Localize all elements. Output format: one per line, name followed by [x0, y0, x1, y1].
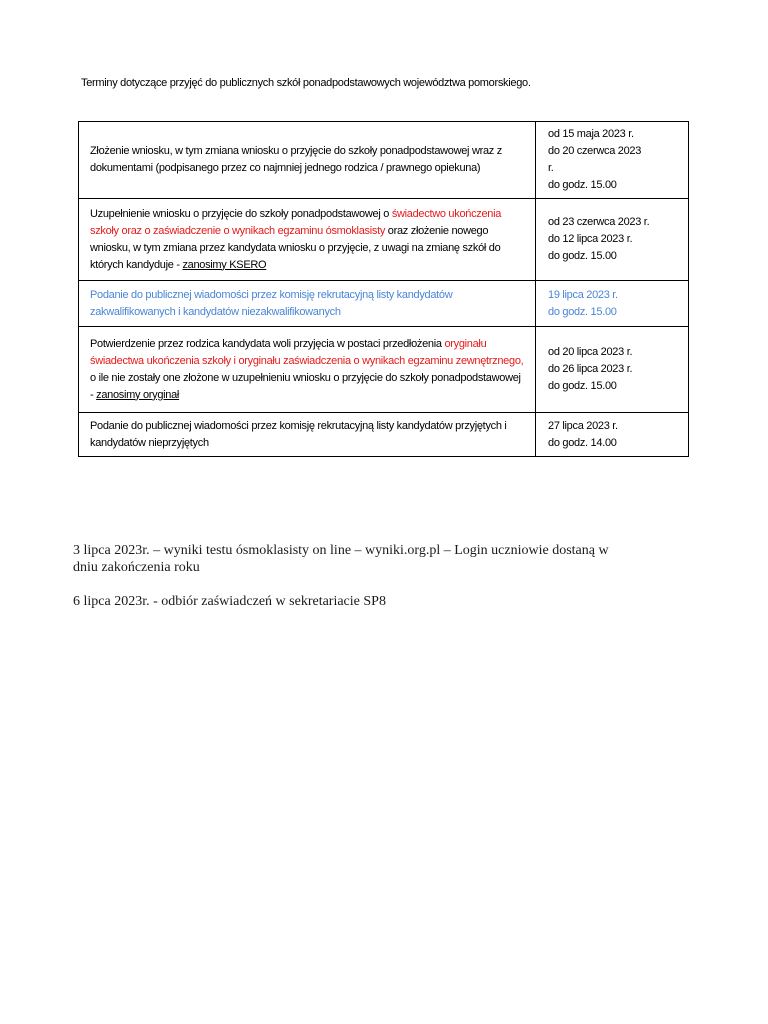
date-line: od 15 maja 2023 r.	[548, 128, 634, 140]
admission-schedule-table	[78, 121, 689, 457]
note-line: 3 lipca 2023r. – wyniki testu ósmoklasisty on line – wyniki.org.pl – Login uczniowie dostaną w	[73, 543, 609, 558]
row-dates	[536, 199, 689, 281]
row-dates	[536, 413, 689, 457]
row-description	[79, 327, 536, 413]
row-description	[79, 199, 536, 281]
date-line: do godz. 15.00	[548, 250, 617, 262]
description-line: wniosku, w tym zmiana przez kandydata wniosku o przyjęcie, z uwagi na zmianę szkół do	[90, 241, 501, 254]
highlighted-text: świadectwa ukończenia szkoły i oryginału zaświadczenia o wynikach egzaminu zewnętrznego,	[90, 354, 524, 367]
description-line: o ile nie zostały one złożone w uzupełnieniu wniosku o przyjęcie do szkoły ponadpodstawowej	[90, 371, 521, 384]
date-line: 27 lipca 2023 r.	[548, 419, 618, 432]
description-line	[90, 336, 527, 353]
description-text: Uzupełnienie wniosku o przyjęcie do szkoły ponadpodstawowej o	[90, 207, 392, 220]
row-description	[79, 281, 536, 327]
date-line: do 20 czerwca 2023	[548, 145, 642, 157]
row-dates	[536, 327, 689, 413]
note-line: dniu zakończenia roku	[73, 560, 200, 575]
highlighted-text: oryginału	[444, 337, 487, 350]
description-line: Złożenie wniosku, w tym zmiana wniosku o przyjęcie do szkoły ponadpodstawowej wraz z	[90, 145, 502, 157]
row-description	[79, 122, 536, 199]
table-row	[79, 413, 689, 457]
note-certificates	[73, 593, 693, 610]
note-line: 6 lipca 2023r. - odbiór zaświadczeń w sekretariacie SP8	[73, 594, 386, 609]
underlined-note: zanosimy oryginał	[96, 388, 180, 401]
highlighted-text: szkoły oraz o zaświadczenie o wynikach egzaminu ósmoklasisty	[90, 224, 386, 237]
row-description	[79, 413, 536, 457]
description-text: -	[90, 388, 97, 401]
description-line: Podanie do publicznej wiadomości przez komisję rekrutacyjną listy kandydatów	[90, 288, 453, 301]
table-row	[79, 327, 689, 413]
underlined-note: zanosimy KSERO	[182, 258, 267, 271]
description-text: oraz złożenie nowego	[385, 224, 489, 237]
row-dates	[536, 281, 689, 327]
date-line: od 20 lipca 2023 r.	[548, 346, 633, 358]
date-line: r.	[548, 162, 554, 174]
date-line: 19 lipca 2023 r.	[548, 288, 618, 301]
date-line: od 23 czerwca 2023 r.	[548, 216, 650, 228]
description-line: kandydatów nieprzyjętych	[90, 436, 209, 449]
description-line	[90, 387, 527, 404]
description-line	[90, 223, 527, 240]
date-line: do 26 lipca 2023 r.	[548, 363, 633, 375]
description-line	[90, 206, 527, 223]
description-line: zakwalifikowanych i kandydatów niezakwalifikowanych	[90, 305, 341, 318]
row-dates	[536, 122, 689, 199]
highlighted-text: świadectwo ukończenia	[391, 207, 502, 220]
table-row	[79, 199, 689, 281]
date-line: do 12 lipca 2023 r.	[548, 233, 633, 245]
description-line: Podanie do publicznej wiadomości przez komisję rekrutacyjną listy kandydatów przyjętych i	[90, 419, 507, 432]
page-title: Terminy dotyczące przyjęć do publicznych szkół ponadpodstawowych województwa pomorskiego.	[81, 77, 531, 89]
description-line	[90, 257, 527, 274]
table-row	[79, 281, 689, 327]
description-text: Potwierdzenie przez rodzica kandydata woli przyjęcia w postaci przedłożenia	[90, 337, 445, 350]
date-line: do godz. 15.00	[548, 380, 617, 392]
date-line: do godz. 15.00	[548, 179, 617, 191]
date-line: do godz. 14.00	[548, 436, 617, 449]
description-text: których kandyduje -	[90, 258, 183, 271]
note-results	[73, 542, 693, 576]
date-line: do godz. 15.00	[548, 305, 617, 318]
description-line: dokumentami (podpisanego przez co najmniej jednego rodzica / prawnego opiekuna)	[90, 162, 481, 174]
table-row	[79, 122, 689, 199]
